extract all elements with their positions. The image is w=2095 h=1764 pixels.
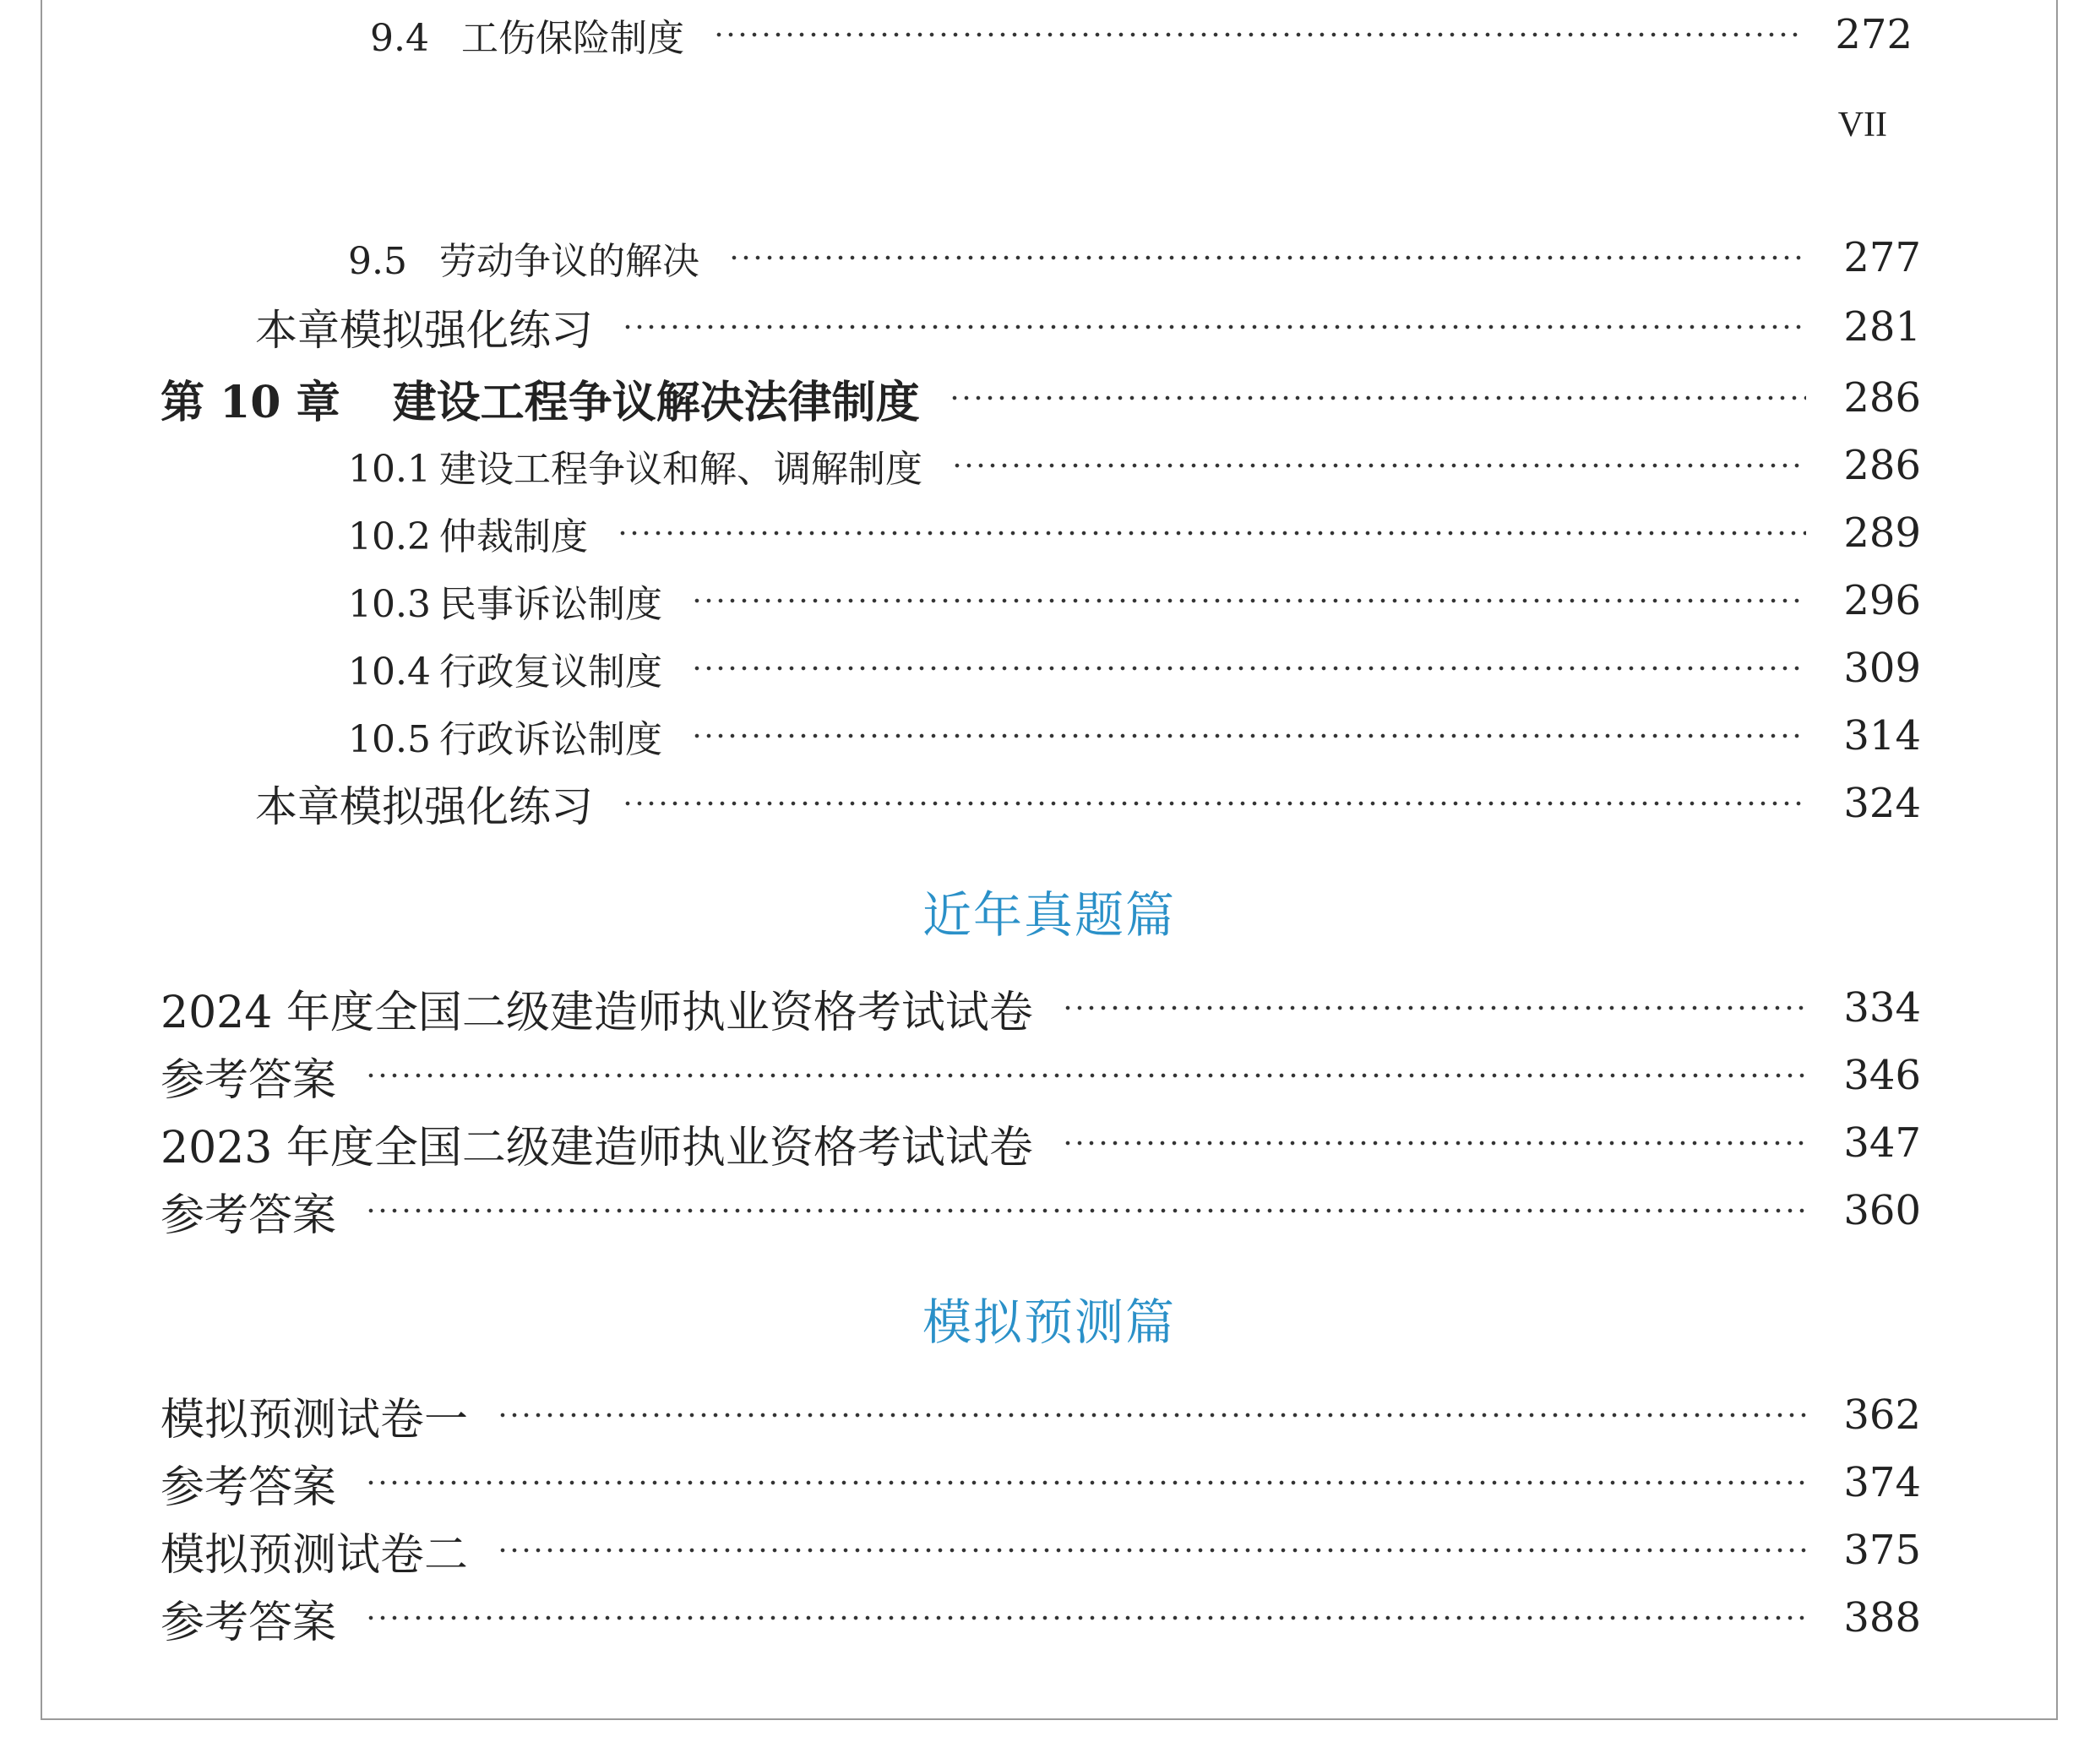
- toc-entry-chapter-10[interactable]: [42, 368, 2056, 427]
- toc-entry-title: [348, 574, 662, 628]
- toc-entry-title: 参考答案: [161, 1190, 337, 1241]
- toc-entry-title: 2023 年度全国二级建造师执业资格考试试卷: [161, 1122, 1033, 1173]
- dot-leader: [622, 324, 1806, 329]
- toc-entry-exam-2023[interactable]: [42, 1113, 2056, 1173]
- toc-entry-title: [348, 231, 699, 285]
- page-number: 281: [1843, 303, 1921, 351]
- dot-leader: [622, 801, 1806, 806]
- dot-leader: [1062, 1005, 1806, 1010]
- section-title: 劳动争议的解决: [439, 240, 699, 283]
- toc-entry-chapter-practice[interactable]: [42, 774, 2056, 833]
- toc-entry-title: 参考答案: [161, 1462, 337, 1513]
- section-number: 10.2: [348, 515, 431, 558]
- toc-entry-10-1[interactable]: [42, 436, 2056, 495]
- section-title: 仲裁制度: [439, 515, 588, 558]
- page-number: 324: [1843, 780, 1921, 827]
- section-number: 10.4: [348, 651, 431, 694]
- toc-entry-title: 本章模拟强化练习: [255, 306, 593, 355]
- dot-leader: [951, 463, 1806, 468]
- toc-entry-title: 本章模拟强化练习: [255, 782, 593, 831]
- toc-entry-answers[interactable]: [42, 1588, 2056, 1647]
- toc-entry-title: [161, 367, 920, 430]
- dot-leader: [691, 733, 1806, 738]
- dot-leader: [949, 395, 1806, 400]
- page-number: 362: [1843, 1391, 1921, 1439]
- book-page: [41, 0, 2058, 1720]
- toc-entry-9-4[interactable]: [42, 5, 2056, 64]
- toc-entry-mock-exam-2[interactable]: [42, 1521, 2056, 1580]
- dot-leader: [365, 1073, 1806, 1078]
- part-heading-mock-exams: 模拟预测篇: [922, 1293, 1176, 1351]
- dot-leader: [728, 255, 1806, 260]
- section-title: 行政复议制度: [439, 651, 662, 694]
- page-number: 277: [1843, 234, 1921, 281]
- chapter-title: 建设工程争议解决法律制度: [392, 376, 920, 428]
- section-number: 9.5: [348, 240, 407, 283]
- page-number: 374: [1843, 1459, 1921, 1506]
- dot-leader: [1062, 1141, 1806, 1146]
- toc-entry-10-4[interactable]: [42, 639, 2056, 698]
- toc-entry-chapter-practice[interactable]: [42, 297, 2056, 357]
- toc-entry-10-2[interactable]: [42, 504, 2056, 563]
- page-number: 334: [1843, 984, 1921, 1032]
- toc-entry-exam-2024[interactable]: [42, 978, 2056, 1037]
- toc-entry-title: 参考答案: [161, 1054, 337, 1106]
- toc-entry-mock-exam-1[interactable]: [42, 1386, 2056, 1445]
- section-number: 10.5: [348, 718, 431, 761]
- section-number: 9.4: [370, 17, 429, 60]
- page-number: 346: [1843, 1052, 1921, 1099]
- roman-page-number: VII: [1837, 106, 1887, 144]
- toc-entry-title: 模拟预测试卷一: [161, 1394, 469, 1446]
- page-number: 272: [1835, 11, 1913, 58]
- dot-leader: [497, 1413, 1806, 1418]
- page-number: 286: [1843, 374, 1921, 422]
- toc-entry-title: 模拟预测试卷二: [161, 1529, 469, 1581]
- dot-leader: [617, 531, 1806, 536]
- section-title: 建设工程争议和解、调解制度: [439, 448, 922, 491]
- section-number: 10.3: [348, 583, 431, 626]
- dot-leader: [691, 666, 1806, 671]
- toc-entry-10-5[interactable]: [42, 706, 2056, 765]
- page-number: 360: [1843, 1187, 1921, 1234]
- chapter-number: 第 10 章: [161, 376, 340, 428]
- section-number: 10.1: [348, 448, 431, 491]
- page-number: 286: [1843, 442, 1921, 489]
- toc-entry-answers[interactable]: [42, 1046, 2056, 1105]
- page-number: 309: [1843, 645, 1921, 692]
- toc-entry-answers[interactable]: [42, 1181, 2056, 1240]
- toc-entry-title: [348, 438, 922, 493]
- dot-leader: [691, 598, 1806, 603]
- page-number: 289: [1843, 509, 1921, 557]
- toc-entry-title: [348, 506, 588, 560]
- page-number: 347: [1843, 1119, 1921, 1167]
- page-number: 388: [1843, 1594, 1921, 1642]
- section-title: 行政诉讼制度: [439, 718, 662, 761]
- page-number: 375: [1843, 1527, 1921, 1574]
- dot-leader: [365, 1208, 1806, 1213]
- dot-leader: [365, 1480, 1806, 1485]
- toc-entry-title: 2024 年度全国二级建造师执业资格考试试卷: [161, 987, 1033, 1038]
- page-number: 296: [1843, 577, 1921, 624]
- toc-entry-title: [370, 8, 684, 62]
- page-number: 314: [1843, 712, 1921, 760]
- toc-entry-title: 参考答案: [161, 1597, 337, 1648]
- section-title: 工伤保险制度: [461, 17, 684, 60]
- dot-leader: [365, 1615, 1806, 1620]
- toc-entry-answers[interactable]: [42, 1453, 2056, 1512]
- section-title: 民事诉讼制度: [439, 583, 662, 626]
- part-heading-real-exams: 近年真题篇: [922, 886, 1176, 944]
- toc-entry-title: [348, 709, 662, 763]
- toc-entry-10-3[interactable]: [42, 571, 2056, 630]
- dot-leader: [713, 32, 1798, 37]
- toc-entry-9-5[interactable]: [42, 228, 2056, 287]
- dot-leader: [497, 1548, 1806, 1553]
- toc-entry-title: [348, 641, 662, 695]
